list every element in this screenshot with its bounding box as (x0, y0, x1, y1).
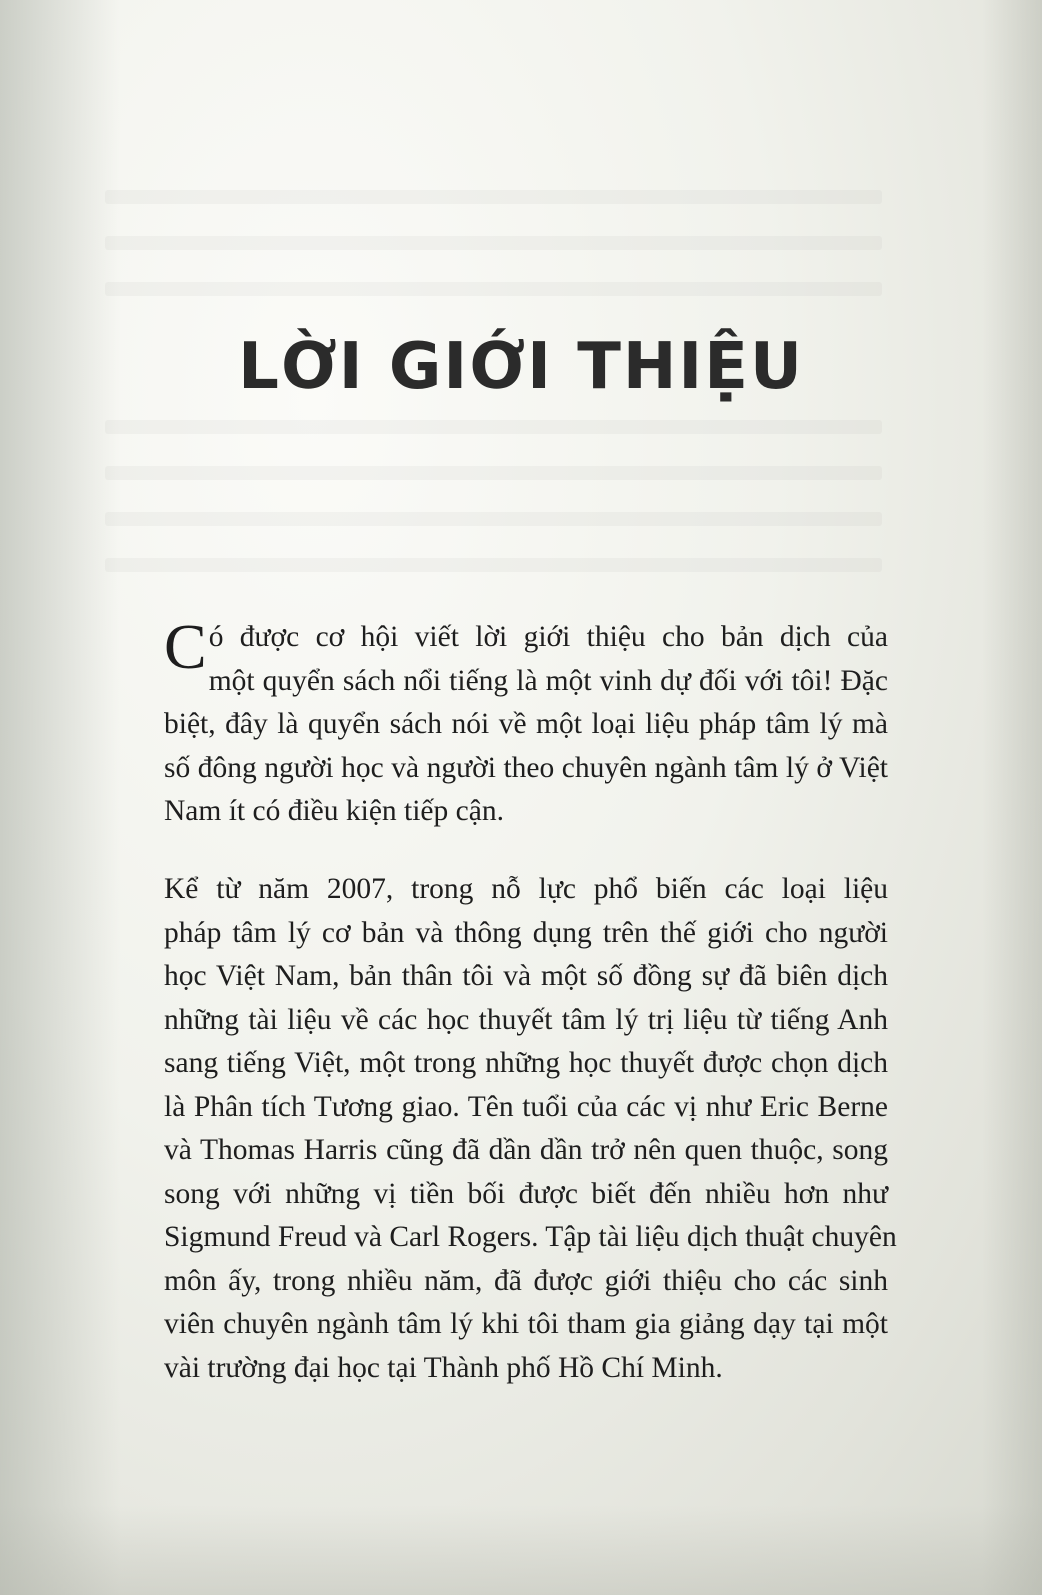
page-title: LỜI GIỚI THIỆU (238, 330, 804, 404)
paragraph-line: và Thomas Harris cũng đã dần dần trở nên quen thuộc, song (164, 1134, 888, 1166)
paragraph-line: viên chuyên ngành tâm lý khi tôi tham gia giảng dạy tại một (164, 1308, 888, 1340)
paragraph-history (164, 868, 897, 1390)
show-through-line (105, 236, 882, 250)
paragraph-line: sang tiếng Việt, một trong những học thuyết được chọn dịch (164, 1047, 888, 1079)
show-through-line (105, 282, 882, 296)
page-edge-shadow (0, 1505, 1042, 1595)
paragraph-line: Sigmund Freud và Carl Rogers. Tập tài liệu dịch thuật chuyên (164, 1221, 897, 1253)
paragraph-line-indented (164, 868, 888, 912)
paragraph-line: môn ấy, trong nhiều năm, đã được giới thiệu cho các sinh (164, 1264, 888, 1297)
paragraph-line: những tài liệu về các học thuyết tâm lý trị liệu từ tiếng Anh (164, 1003, 888, 1036)
page-edge-shadow (982, 0, 1042, 1595)
show-through-line (105, 420, 882, 434)
page-edge-shadow (0, 0, 120, 1595)
show-through-line (105, 512, 882, 526)
drop-cap: C (164, 611, 207, 682)
show-through-line (105, 558, 882, 572)
show-through-line (105, 466, 882, 480)
paragraph-line: song với những vị tiền bối được biết đến nhiều hơn như (164, 1177, 888, 1210)
paragraph-line: biệt, đây là quyển sách nói về một loại liệu pháp tâm lý mà (164, 708, 888, 740)
paragraph-line: học Việt Nam, bản thân tôi và một số đồng sự đã biên dịch (164, 960, 888, 992)
paragraph-line: pháp tâm lý cơ bản và thông dụng trên thế giới cho người (164, 916, 888, 949)
paragraph-line-text: Kể từ năm 2007, trong nỗ lực phổ biến các loại liệu (164, 873, 888, 905)
show-through-line (105, 190, 882, 204)
paragraph-line: vài trường đại học tại Thành phố Hồ Chí Minh. (164, 1351, 723, 1384)
paragraph-line: Nam ít có điều kiện tiếp cận. (164, 795, 504, 827)
paragraph-line: số đông người học và người theo chuyên ngành tâm lý ở Việt (164, 751, 888, 784)
paragraph-intro (164, 611, 888, 834)
paragraph-line: là Phân tích Tương giao. Tên tuổi của các vị như Eric Berne (164, 1090, 888, 1123)
paragraph-line: một quyển sách nổi tiếng là một vinh dự đối với tôi! Đặc (208, 664, 888, 697)
paragraph-line: ó được cơ hội viết lời giới thiệu cho bản dịch của (208, 621, 888, 653)
